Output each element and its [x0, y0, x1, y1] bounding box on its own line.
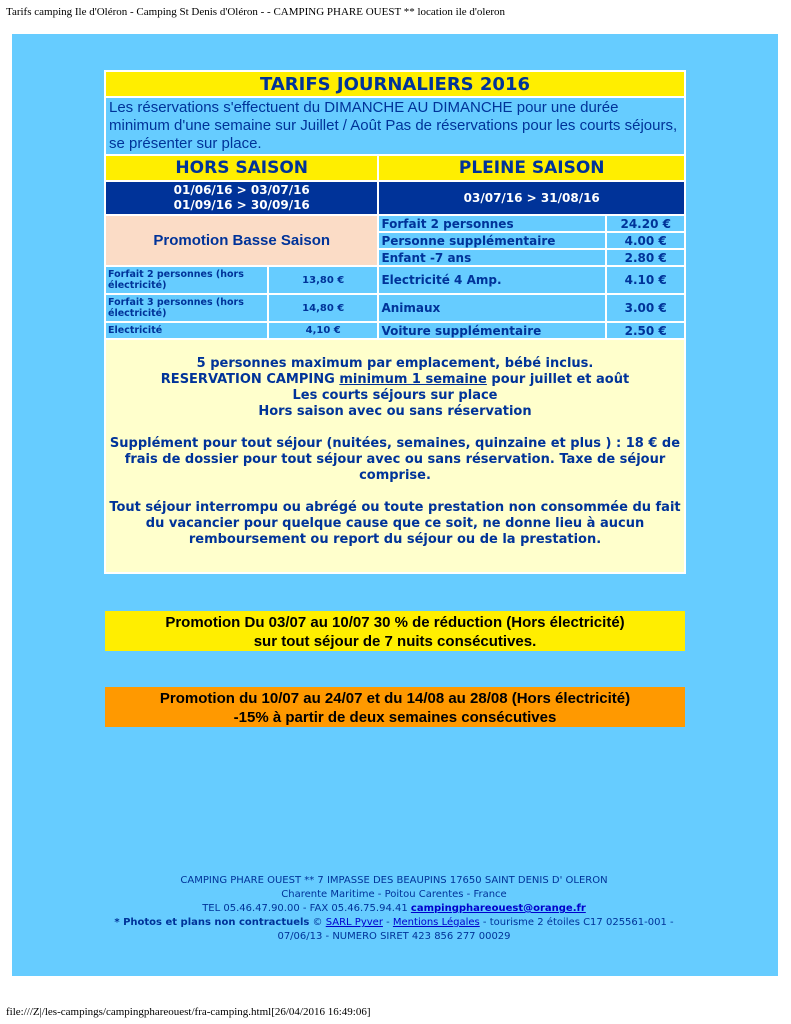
footer-pyver-link[interactable]: SARL Pyver [325, 917, 383, 928]
promotion-2-line-2: -15% à partir de deux semaines consécutives [233, 709, 557, 726]
pleine-row-label: Voiture supplémentaire [379, 323, 605, 338]
info-paragraph-1 [109, 356, 681, 420]
info-line-2-pre: RESERVATION CAMPING [160, 372, 340, 387]
footer-photos-note: * Photos et plans non contractuels [114, 917, 310, 928]
info-block [106, 340, 684, 572]
footer-region: Charente Maritime - Poitou Carentes - France [281, 889, 507, 900]
table-title: TARIFS JOURNALIERS 2016 [106, 72, 684, 96]
hors-saison-date-1: 01/06/16 > 03/07/16 [173, 183, 310, 197]
footer-separator: - [382, 917, 393, 928]
hors-row-label: Forfait 3 personnes (hors électricité) [106, 295, 267, 321]
info-line-4: Hors saison avec ou sans réservation [258, 404, 532, 419]
hors-row-price: 4,10 € [269, 323, 377, 338]
print-header: Tarifs camping Ile d'Oléron - Camping St Denis d'Oléron - - CAMPING PHARE OUEST ** location ile d'oleron [6, 6, 505, 18]
hors-row-price: 13,80 € [269, 267, 377, 293]
pleine-row-label: Animaux [379, 295, 605, 321]
footer-address: CAMPING PHARE OUEST ** 7 IMPASSE DES BEAUPINS 17650 SAINT DENIS D' OLERON [180, 875, 608, 886]
hors-row-label: Forfait 2 personnes (hors électricité) [106, 267, 267, 293]
promotion-banner-2 [105, 687, 685, 727]
promotion-banner-1 [105, 611, 685, 651]
footer-email-link[interactable]: campingphareouest@orange.fr [410, 903, 586, 914]
pleine-row-label: Forfait 2 personnes [379, 216, 605, 231]
hors-saison-date-2: 01/09/16 > 30/09/16 [173, 198, 310, 212]
promotion-basse-saison: Promotion Basse Saison [106, 216, 377, 265]
tarifs-table [104, 70, 686, 574]
footer-copyright: © [309, 917, 326, 928]
site-footer [104, 874, 684, 944]
info-line-2-post: pour juillet et août [486, 372, 630, 387]
footer-mentions-link[interactable]: Mentions Légales [392, 917, 480, 928]
hors-row-price: 14,80 € [269, 295, 377, 321]
info-paragraph-3: Tout séjour interrompu ou abrégé ou toute prestation non consommée du fait du vacancier pour quelque cause que ce soit, ne donne lieu à aucun remboursement ou report du séjour ou de la prestation. [109, 500, 681, 547]
pleine-row-label: Personne supplémentaire [379, 233, 605, 248]
pleine-saison-heading: PLEINE SAISON [379, 156, 684, 180]
info-paragraph-2: Supplément pour tout séjour (nuitées, semaines, quinzaine et plus ) : 18 € de frais de dossier pour tout séjour avec ou sans réservation. Taxe de séjour comprise. [109, 436, 681, 483]
footer-contact [104, 902, 684, 916]
hors-saison-dates [106, 182, 377, 214]
pleine-row-label: Enfant -7 ans [379, 250, 605, 265]
info-line-3: Les courts séjours sur place [292, 388, 498, 403]
pleine-row-price: 4.00 € [607, 233, 684, 248]
pleine-row-price: 4.10 € [607, 267, 684, 293]
pleine-row-price: 2.80 € [607, 250, 684, 265]
promotion-1-line-1: Promotion Du 03/07 au 10/07 30 % de réduction (Hors électricité) [165, 614, 625, 631]
footer-legal [104, 916, 684, 944]
reservation-intro: Les réservations s'effectuent du DIMANCHE AU DIMANCHE pour une durée minimum d'une semaine sur Juillet / Août Pas de réservations pour les courts séjours, se présenter sur place. [106, 98, 684, 154]
info-line-1: 5 personnes maximum par emplacement, bébé inclus. [196, 356, 594, 371]
footer-phone: TEL 05.46.47.90.00 - FAX 05.46.75.94.41 [202, 903, 411, 914]
hors-saison-heading: HORS SAISON [106, 156, 377, 180]
pleine-row-price: 3.00 € [607, 295, 684, 321]
print-footer: file:///Z|/les-campings/campingphareouest/fra-camping.html[26/04/2016 16:49:06] [6, 1006, 371, 1018]
pleine-row-label: Electricité 4 Amp. [379, 267, 605, 293]
pleine-row-price: 2.50 € [607, 323, 684, 338]
footer-registration: - tourisme 2 étoiles C17 025561-001 - 07/06/13 - NUMERO SIRET 423 856 277 00029 [277, 917, 674, 942]
promotion-2-line-1: Promotion du 10/07 au 24/07 et du 14/08 au 28/08 (Hors électricité) [159, 690, 631, 707]
pleine-saison-date: 03/07/16 > 31/08/16 [379, 182, 684, 214]
promotion-1-line-2: sur tout séjour de 7 nuits consécutives. [253, 633, 537, 650]
info-line-2-underline: minimum 1 semaine [339, 372, 487, 387]
hors-row-label: Electricité [106, 323, 267, 338]
pleine-row-price: 24.20 € [607, 216, 684, 231]
